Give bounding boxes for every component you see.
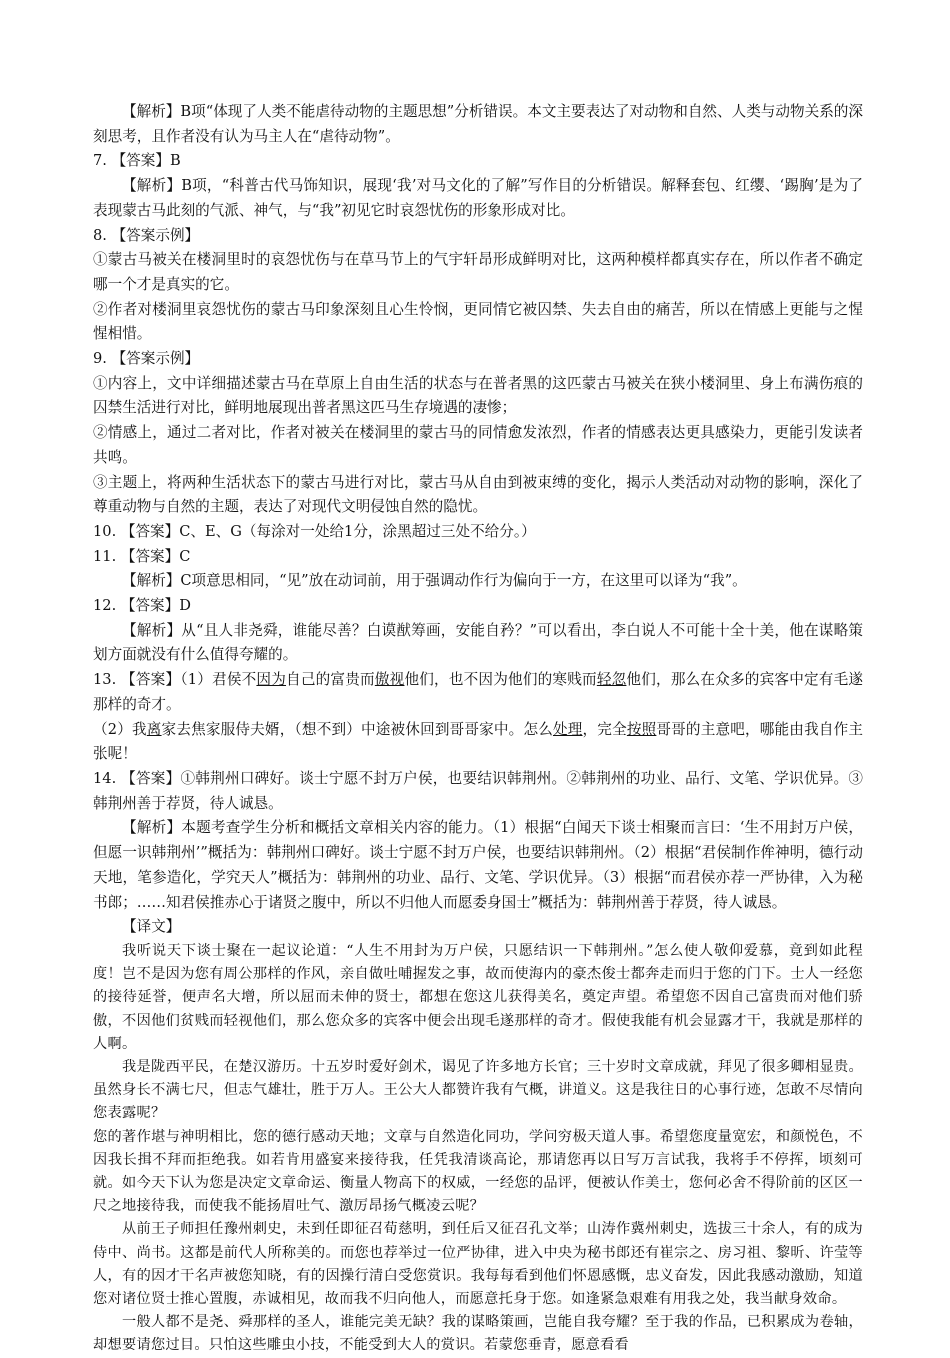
q13-answer-1 [93,668,863,717]
q13-text: 家去焦家服侍夫婿，（想不到）中途被休回到哥哥家中。怎么 [161,720,553,738]
q6-analysis: 【解析】B项“体现了人类不能虐待动物的主题思想”分析错误。本文主要表达了对动物和自然、人类与动物关系的深刻思考，且作者没有认为马主人在“虐待动物”。 [93,103,863,145]
translation-paragraph-3: 您的著作堪与神明相比，您的德行感动天地；文章与自然造化同功，学问穷极天道人事。希望您度量宽宏，和颜悦色，不因我长揖不拜而拒绝我。如若肯用盛宴来接待我，任凭我清谈高论，那请您再以日写万言试我，我将手不停挥，顷刻可就。如今天下认为您是决定文章命运、衡量人物高下的权威，一经您的品评，便被认作美士，您何必舍不得阶前的区区一尺之地接待我，而使我不能扬眉吐气、激厉昂扬气概凌云呢？ [93,1128,863,1215]
q13-underlined-word: 按照 [626,720,657,738]
document-page [93,100,863,1358]
q9-point-2: ②情感上，通过二者对比，作者对被关在楼洞里的蒙古马的同情愈发浓烈，作者的情感表达更具感染力，更能引发读者共鸣。 [93,424,863,466]
translation-paragraph-2: 我是陇西平民，在楚汉游历。十五岁时爱好剑术，谒见了许多地方长官；三十岁时文章成就，拜见了很多卿相显贵。虽然身长不满七尺，但志气雄壮，胜于万人。王公大人都赞许我有气概，讲道义。这是我往日的心事行迹，怎敢不尽情向您表露呢？ [93,1058,863,1122]
q9-point-1: ①内容上，文中详细描述蒙古马在草原上自由生活的状态与在普者黑的这匹蒙古马被关在狭小楼洞里、身上布满伤痕的囚禁生活进行对比，鲜明地展现出普者黑这匹马生存境遇的凄惨； [93,374,863,417]
translation-paragraph-1: 我听说天下谈士聚在一起议论道：“人生不用封为万户侯，只愿结识一下韩荆州。”怎么使人敬仰爱慕，竟到如此程度！岂不是因为您有周公那样的作风，亲自做吐哺握发之事，故而使海内的豪杰俊士都奔走而归于您的门下。士人一经您的接待延誉，便声名大增，所以屈而未伸的贤士，都想在您这儿获得美名，奠定声望。希望您不因自己富贵而对他们骄傲，不因他们贫贱而轻视他们，那么您众多的宾客中便会出现毛遂那样的奇才。假使我能有机会显露才干，我就是那样的人啊。 [93,942,863,1052]
q13-text: （2）我 [93,720,147,738]
q9-point-3: ③主题上，将两种生活状态下的蒙古马进行对比，蒙古马从自由到被束缚的变化，揭示人类活动对动物的影响，深化了尊重动物与自然的主题，表达了对现代文明侵蚀自然的隐忧。 [93,473,863,516]
q7-analysis: 【解析】B项，“科普古代马饰知识，展现‘我’对马文化的了解”写作目的分析错误。解释套包、红缨、‘踢胸’是为了表现蒙古马此刻的气派、神气，与“我”初见它时哀怨忧伤的形象形成对比。 [93,177,863,219]
q8-point-1: ①蒙古马被关在楼洞里时的哀怨忧伤与在草马节上的气宇轩昂形成鲜明对比，这两种模样都真实存在，所以作者不确定哪一个才是真实的它。 [93,251,863,293]
translation-heading: 【译文】 [122,918,181,936]
q13-underlined-word: 轻忽 [596,671,627,689]
q8-point-2: ②作者对楼洞里哀怨忧伤的蒙古马印象深刻且心生怜悯，更同情它被囚禁、失去自由的痛苦，所以在情感上更能与之惺惺相惜。 [93,300,863,343]
q13-text: 他们，那么在众多的宾客中定有毛遂那样的奇才。 [93,671,863,713]
q13-underlined-word: 傲视 [374,671,405,689]
q10-answer: 10. 【答案】C、E、G（每涂对一处给1分，涂黑超过三处不给分。） [93,522,536,540]
q8-answer: 8. 【答案示例】 [93,226,200,244]
q13-text: 哥哥的主意吧，哪能由我自作主张呢！ [93,720,863,763]
q13-text: 自己的富贵而 [286,671,375,689]
q13-text: 他们，也不因为他们的寒贱而 [404,671,597,689]
q14-answer: 14. 【答案】①韩荆州口碑好。谈士宁愿不封万户侯，也要结识韩荆州。②韩荆州的功业、品行、文笔、学识优异。③韩荆州善于荐贤，待人诚恳。 [93,769,863,812]
q13-underlined-word: 离 [146,720,162,738]
translation-paragraph-5: 一般人都不是尧、舜那样的圣人，谁能完美无缺？我的谋略策画，岂能自我夸耀？至于我的作品，已积累成为卷轴，却想要请您过目。只怕这些雕虫小技，不能受到大人的赏识。若蒙您垂青，愿意看看 [93,1314,863,1354]
translation-paragraph-4: 从前王子师担任豫州刺史，未到任即征召荀慈明，到任后又征召孔文举；山涛作冀州刺史，选拔三十余人，有的成为侍中、尚书。这都是前代人所称美的。而您也荐举过一位严协律，进入中央为秘书郎还有崔宗之、房习祖、黎昕、许莹等人，有的因才干名声被您知晓，有的因操行清白受您赏识。我每每看到他们怀恩感慨，忠义奋发，因此我感动激励，知道您对诸位贤士推心置腹，赤诚相见，故而我不归向他人，而愿意托身于您。如逢紧急艰难有用我之处，我当献身效命。 [93,1221,863,1307]
q13-text: ，完全 [582,720,627,738]
q7-answer: 7. 【答案】B [93,152,181,170]
q9-answer: 9. 【答案示例】 [93,350,200,368]
q11-analysis: 【解析】C项意思相同，“见”放在动词前，用于强调动作行为偏向于一方，在这里可以译为“我”。 [122,572,747,590]
q12-analysis: 【解析】从“且人非尧舜，谁能尽善？白谟猷筹画，安能自矜？”可以看出，李白说人不可能十全十美，他在谋略策划方面就没有什么值得夸耀的。 [93,621,863,664]
q12-answer: 12. 【答案】D [93,597,191,615]
q11-answer: 11. 【答案】C [93,547,191,565]
q13-answer-2 [93,718,863,767]
q13-text: 13. 【答案】（1）君侯不 [93,671,257,689]
q13-underlined-word: 处理 [552,720,583,738]
q14-analysis: 【解析】本题考查学生分析和概括文章相关内容的能力。（1）根据“白闻天下谈士相聚而言曰：‘生不用封万户侯，但愿一识韩荆州’”概括为：韩荆州口碑好。谈士宁愿不封万户侯，也要结识韩荆州。（2）根据“君侯制作侔神明，德行动天地，笔参造化，学究天人”概括为：韩荆州的功业、品行、文笔、学识优异。（3）根据“而君侯亦荐一严协律，入为秘书郎；……知君侯推赤心于诸贤之腹中，所以不归他人而愿委身国士”概括为：韩荆州善于荐贤，待人诚恳。 [93,819,863,911]
q13-underlined-word: 因为 [256,671,287,689]
